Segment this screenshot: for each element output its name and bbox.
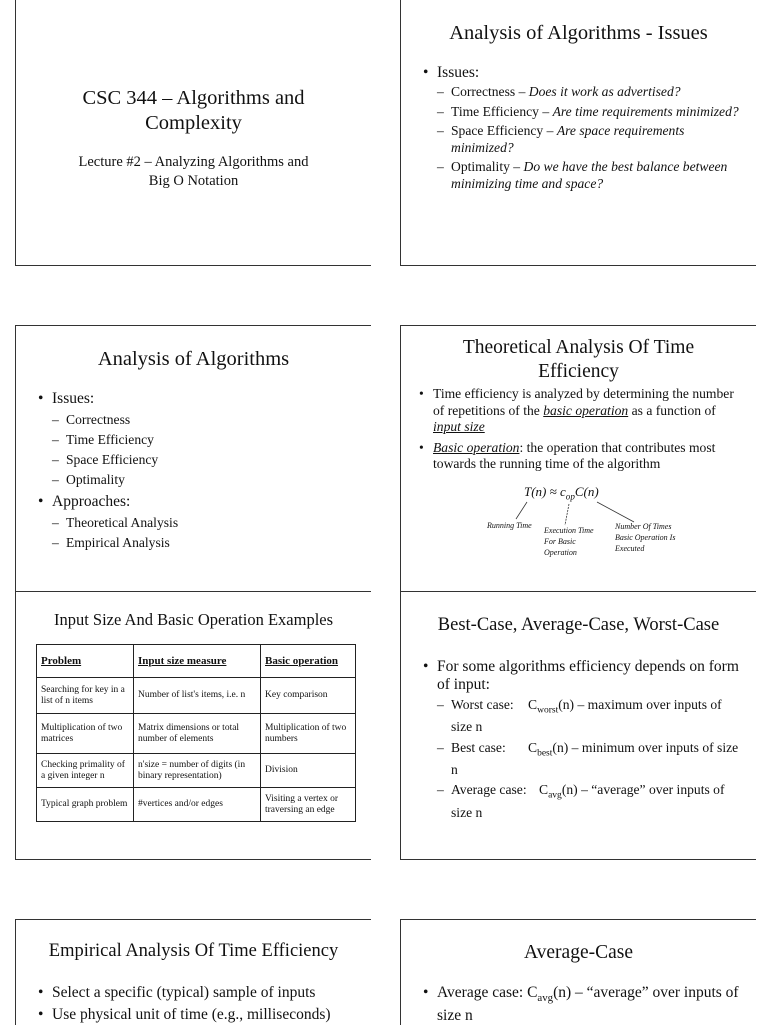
table-cell: Division (261, 754, 356, 788)
formula-c: C(n) (574, 484, 599, 499)
case-sub: avg (537, 992, 554, 1005)
column-header: Input size measure (134, 645, 261, 678)
table-row (37, 714, 356, 754)
item-term: Space Efficiency – (451, 123, 557, 138)
table-cell: Multiplication of two numbers (261, 714, 356, 754)
case-sub: worst (537, 705, 559, 716)
table-row (37, 678, 356, 714)
slide-1 (15, 0, 371, 266)
table-header-row (37, 645, 356, 678)
table-cell: Checking primality of a given integer n (37, 754, 134, 788)
case-label: Average case: (451, 782, 527, 798)
case-label: Worst case: (451, 697, 514, 712)
basic-operation-term: basic operation (543, 402, 629, 418)
item-question: Are time requirements minimized? (552, 103, 739, 119)
basic-operation-term: Basic operation (433, 439, 520, 455)
case-c: C (528, 697, 538, 712)
table-cell: Number of list's items, i.e. n (134, 678, 261, 714)
list-item (437, 84, 744, 101)
slide-3 (15, 325, 371, 592)
item-question: Do we have the best balance between minimizing time and space? (451, 159, 728, 191)
text: as a function of (628, 402, 716, 418)
list-item: – Correctness (52, 412, 354, 429)
list-item-best (437, 740, 744, 779)
column-header: Basic operation (261, 645, 356, 678)
item-question: Does it work as advertised? (528, 84, 681, 99)
case-desc: (n) – maximum over inputs of size n (451, 697, 722, 735)
slide-5 (15, 592, 371, 860)
slide-4-bullet-1 (415, 386, 745, 436)
slide-3-bullet-issues (34, 390, 354, 489)
case-sub: best (537, 748, 553, 759)
case-desc: (n) – minimum over inputs of size n (451, 739, 739, 777)
table-cell: #vertices and/or edges (134, 788, 261, 822)
text: (n) – “average” over inputs of size n (437, 984, 739, 1025)
bullet-text: Approaches: (52, 492, 131, 510)
slide-7-bullet-2: • Use physical unit of time (e.g., milliseconds) (34, 1006, 364, 1024)
slide-4 (400, 325, 756, 592)
slide-1-subtitle: Lecture #2 – Analyzing Algorithms and Big O Notation (78, 154, 309, 189)
table-cell: Matrix dimensions or total number of elements (134, 714, 261, 754)
slide-6 (400, 592, 756, 860)
table-cell: n'size = number of digits (in binary representation) (134, 754, 261, 788)
item-term: Optimality – (451, 159, 524, 174)
bullet-text: For some algorithms efficiency depends on form of input: (437, 658, 739, 693)
bullet-text: Issues: (437, 64, 480, 81)
slide-8 (400, 919, 756, 1025)
item-question: Are space requirements minimized? (451, 123, 685, 155)
label-number-of-times: Number Of Times Basic Operation Is Executed (615, 522, 676, 553)
list-item-average (437, 782, 744, 821)
slide-5-title: Input Size And Basic Operation Examples (53, 610, 334, 629)
formula-t: T(n) ≈ c (524, 484, 566, 499)
label-running-time: Running Time (487, 521, 532, 530)
label-execution-time: Execution Time For Basic Operation (544, 526, 594, 557)
slide-4-title: Theoretical Analysis Of Time Efficiency (462, 337, 695, 382)
case-c: C (528, 739, 538, 755)
list-item: – Theoretical Analysis (52, 515, 354, 532)
table-cell: Typical graph problem (37, 788, 134, 822)
slide-4-bullet-2 (415, 440, 745, 473)
table-cell: Multiplication of two matrices (37, 714, 134, 754)
slide-8-bullet (419, 984, 744, 1025)
item-term: Time Efficiency – (451, 103, 553, 119)
case-c: C (539, 782, 549, 798)
slide-2 (400, 0, 756, 266)
input-size-term: input size (433, 419, 485, 434)
slide-8-title: Average-Case (524, 942, 633, 963)
table-row (37, 788, 356, 822)
slide-3-bullet-approaches (34, 493, 354, 552)
list-item: – Optimality (52, 472, 354, 489)
item-term: Correctness – (451, 84, 529, 99)
slide-6-title: Best-Case, Average-Case, Worst-Case (437, 615, 720, 635)
slide-3-title: Analysis of Algorithms (97, 348, 290, 370)
slide-2-bullet (419, 64, 744, 192)
list-item (437, 159, 744, 192)
table-cell: Searching for key in a list of n items (37, 678, 134, 714)
list-item: – Space Efficiency (52, 452, 354, 469)
bullet-text: Issues: (52, 390, 95, 407)
case-sub: avg (548, 791, 562, 802)
list-item (437, 104, 744, 121)
text: Average case: C (437, 984, 538, 1001)
case-desc: (n) – “average” over inputs of size n (451, 782, 725, 820)
slide-1-title: CSC 344 – Algorithms and Complexity (82, 87, 305, 134)
list-item (437, 123, 744, 156)
slide-7-bullet-1: • Select a specific (typical) sample of inputs (34, 984, 364, 1002)
text: : the operation that contributes most towards the running time of the algorithm (433, 439, 716, 471)
formula (524, 484, 599, 502)
text: Time efficiency is analyzed by determining the number of repetitions of the (433, 386, 734, 418)
list-item: – Time Efficiency (52, 432, 354, 449)
list-item: – Empirical Analysis (52, 535, 354, 552)
table-row (37, 754, 356, 788)
examples-table (36, 644, 356, 822)
slide-2-title: Analysis of Algorithms - Issues (449, 22, 708, 44)
table-cell: Visiting a vertex or traversing an edge (261, 788, 356, 822)
case-label: Best case: (451, 739, 506, 755)
slide-6-bullet (419, 658, 744, 821)
slide-7-title: Empirical Analysis Of Time Efficiency (48, 941, 339, 961)
slide-7 (15, 919, 371, 1025)
list-item-worst (437, 697, 744, 736)
table-cell: Key comparison (261, 678, 356, 714)
column-header: Problem (37, 645, 134, 678)
formula-sub: op (565, 491, 575, 502)
